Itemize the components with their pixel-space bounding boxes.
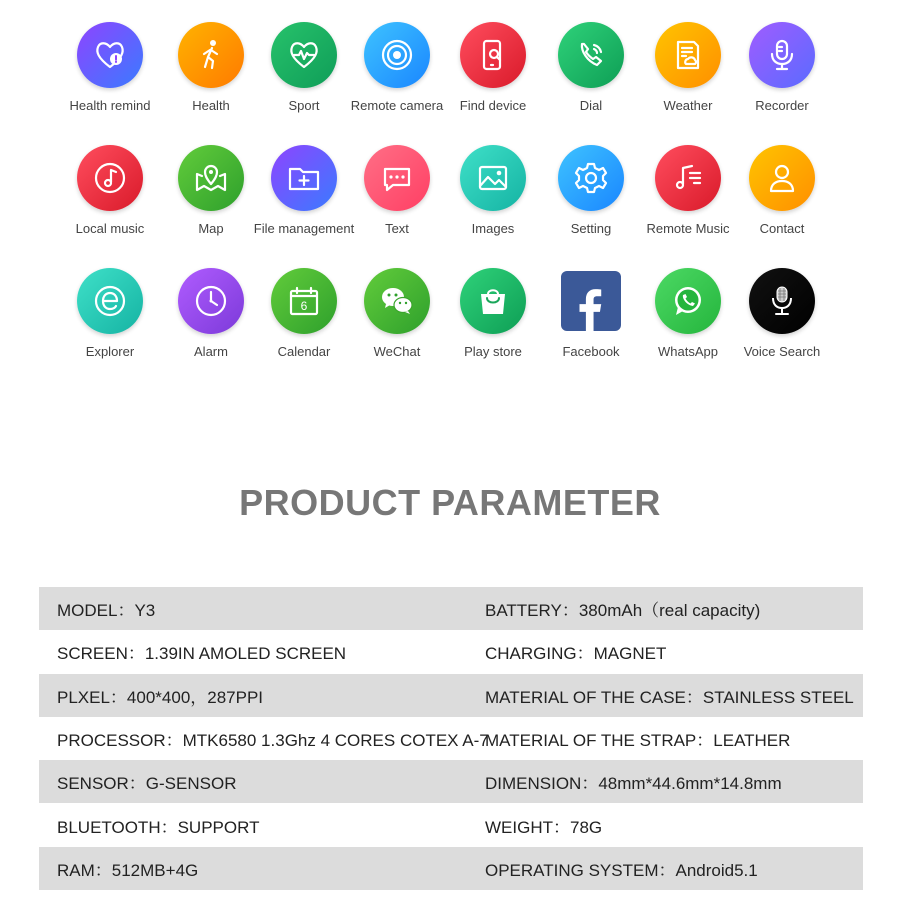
app-row-2 [0, 145, 900, 260]
app-label: WhatsApp [658, 344, 718, 359]
parameter-right: OPERATING SYSTEM：Android5.1 [485, 860, 758, 880]
shopping-bag-icon [460, 268, 526, 334]
parameter-row [39, 717, 863, 760]
app-label: Calendar [277, 344, 331, 359]
app-remote-camera[interactable] [342, 22, 452, 113]
browser-e-icon [77, 268, 143, 334]
app-dial[interactable] [536, 22, 646, 113]
parameter-right: BATTERY：380mAh（real capacity) [485, 601, 761, 621]
app-label: Contact [759, 221, 805, 236]
parameter-right: MATERIAL OF THE STRAP：LEATHER [485, 731, 791, 751]
whatsapp-icon [655, 268, 721, 334]
app-label: Remote Music [646, 221, 730, 236]
facebook-icon [561, 271, 621, 331]
parameter-table [39, 587, 863, 890]
vintage-microphone-icon [749, 268, 815, 334]
parameter-row [39, 803, 863, 846]
app-label: Find device [459, 98, 527, 113]
app-label: Explorer [85, 344, 135, 359]
app-play-store[interactable] [438, 268, 548, 359]
app-label: Setting [570, 221, 612, 236]
gear-icon [558, 145, 624, 211]
parameter-right: DIMENSION：48mm*44.6mm*14.8mm [485, 774, 782, 794]
walking-person-icon [178, 22, 244, 88]
calendar-icon [271, 268, 337, 334]
parameter-left: PLXEL：400*400，287PPI [57, 687, 264, 707]
app-row-3 [0, 268, 900, 383]
app-explorer[interactable] [55, 268, 165, 359]
app-text[interactable] [342, 145, 452, 236]
parameter-right: CHARGING：MAGNET [485, 644, 667, 664]
microphone-icon [749, 22, 815, 88]
app-label: Dial [579, 98, 603, 113]
app-label: Map [198, 221, 224, 236]
app-local-music[interactable] [55, 145, 165, 236]
app-label: Images [471, 221, 515, 236]
parameter-row [39, 587, 863, 630]
image-icon [460, 145, 526, 211]
app-label: Health remind [69, 98, 151, 113]
parameter-row [39, 674, 863, 717]
app-label: Weather [663, 98, 713, 113]
app-label: WeChat [373, 344, 421, 359]
app-label: Health [192, 98, 230, 113]
parameter-left: BLUETOOTH：SUPPORT [57, 817, 260, 837]
chat-bubble-icon [364, 145, 430, 211]
parameter-left: SCREEN：1.39IN AMOLED SCREEN [57, 644, 347, 664]
phone-call-icon [558, 22, 624, 88]
app-contact[interactable] [727, 145, 837, 236]
parameter-right: WEIGHT：78G [485, 817, 603, 837]
person-icon [749, 145, 815, 211]
app-row-1 [0, 22, 900, 137]
app-voice-search[interactable] [727, 268, 837, 359]
phone-search-icon [460, 22, 526, 88]
app-images[interactable] [438, 145, 548, 236]
folder-plus-icon [271, 145, 337, 211]
svg-text:6: 6 [300, 299, 308, 313]
parameter-left: SENSOR：G-SENSOR [57, 774, 237, 794]
parameter-right: MATERIAL OF THE CASE：STAINLESS STEEL [485, 687, 854, 707]
app-find-device[interactable] [438, 22, 548, 113]
app-health-remind[interactable] [55, 22, 165, 113]
app-setting[interactable] [536, 145, 646, 236]
parameter-left: RAM：512MB+4G [57, 860, 199, 880]
parameter-row [39, 847, 863, 890]
app-label: File management [253, 221, 355, 236]
parameter-left: PROCESSOR：MTK6580 1.3Ghz 4 CORES COTEX A-7 [57, 731, 489, 751]
app-wechat[interactable] [342, 268, 452, 359]
app-label: Local music [75, 221, 145, 236]
app-facebook[interactable] [536, 268, 646, 359]
parameter-row [39, 630, 863, 673]
wechat-icon [364, 268, 430, 334]
app-label: Voice Search [743, 344, 821, 359]
parameter-row [39, 760, 863, 803]
map-pin-icon [178, 145, 244, 211]
app-label: Remote camera [350, 98, 444, 113]
heart-alert-icon [77, 22, 143, 88]
parameter-left: MODEL：Y3 [57, 601, 156, 621]
clock-icon [178, 268, 244, 334]
app-recorder[interactable] [727, 22, 837, 113]
weather-note-icon [655, 22, 721, 88]
page-title: PRODUCT PARAMETER [239, 482, 661, 523]
app-label: Alarm [194, 344, 228, 359]
app-label: Recorder [755, 98, 809, 113]
music-notes-icon [655, 145, 721, 211]
camera-lens-icon [364, 22, 430, 88]
app-label: Text [385, 221, 409, 236]
heart-pulse-icon [271, 22, 337, 88]
app-label: Play store [464, 344, 522, 359]
music-disc-icon [77, 145, 143, 211]
app-label: Sport [288, 98, 320, 113]
app-label: Facebook [562, 344, 620, 359]
